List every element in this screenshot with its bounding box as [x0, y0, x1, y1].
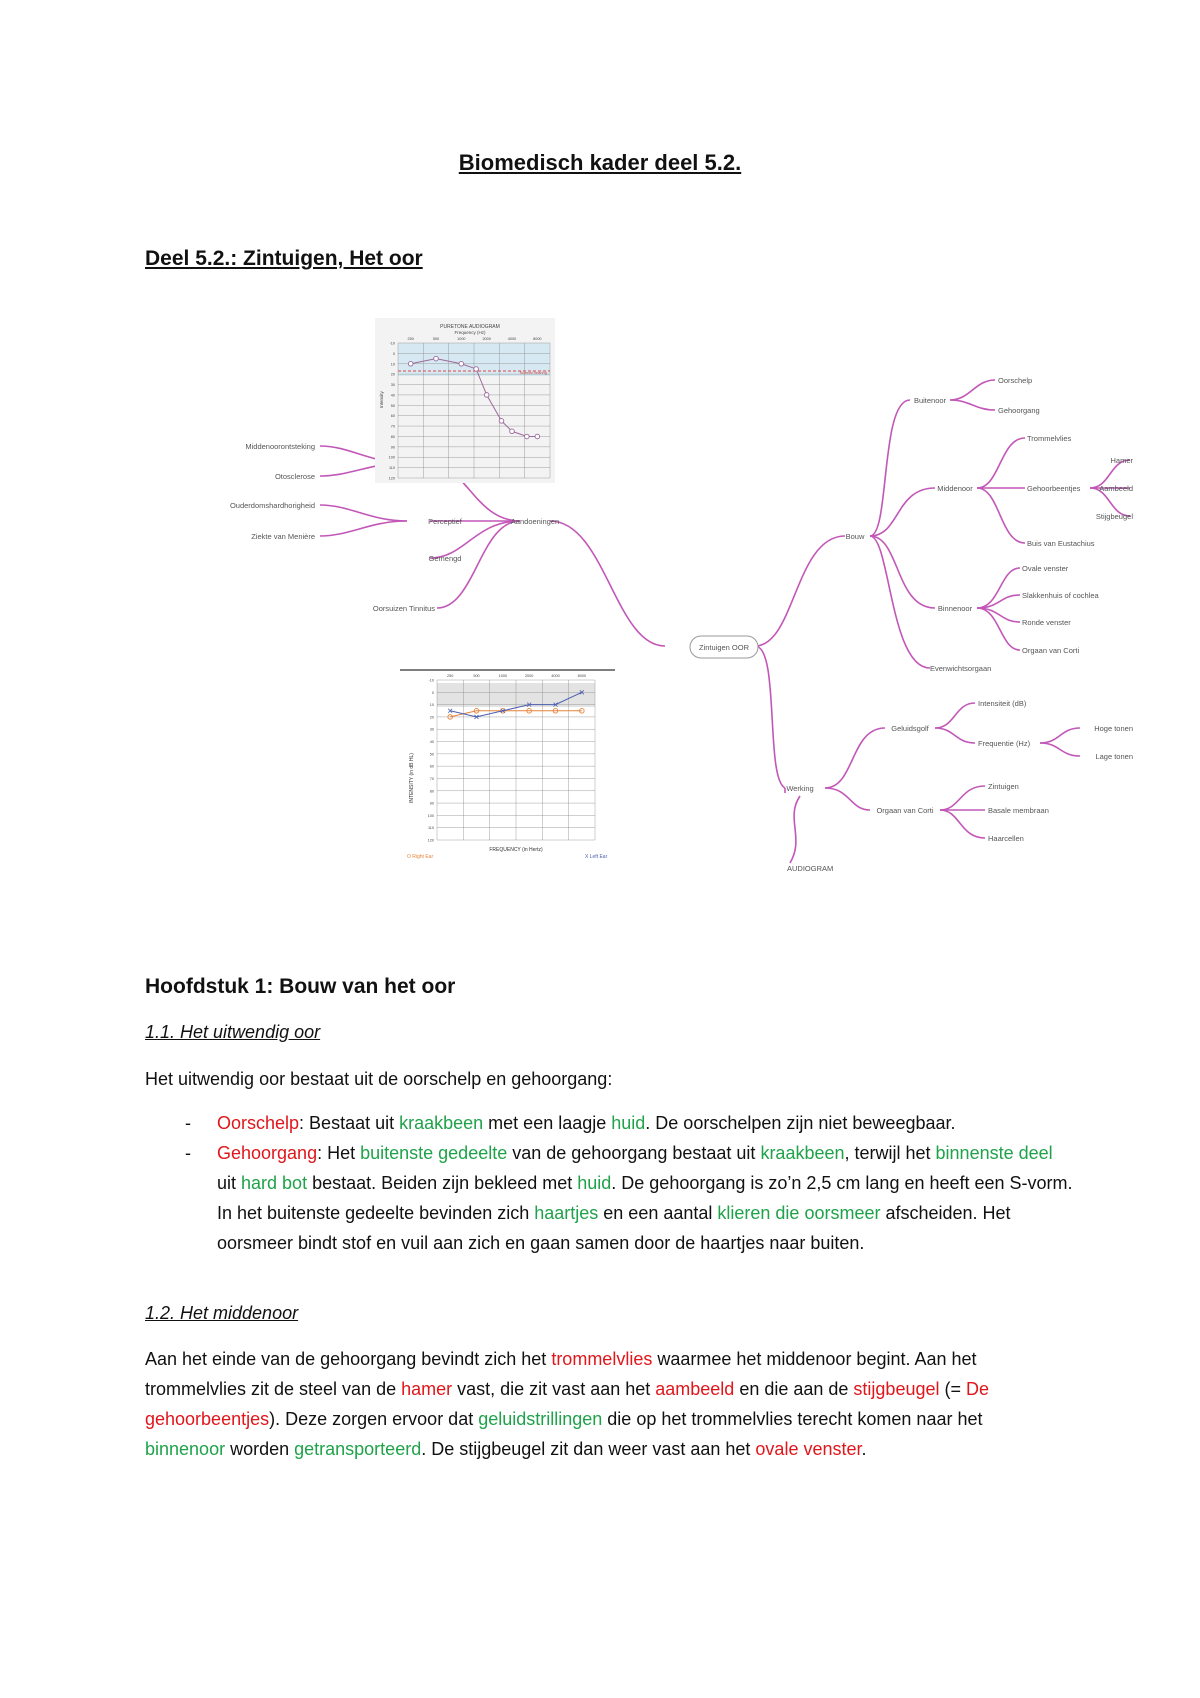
connector	[825, 728, 885, 788]
list-dash: -	[185, 1143, 191, 1163]
term-highlight: ovale venster	[755, 1439, 862, 1459]
y-tick-label: 0	[431, 690, 434, 695]
y-tick-label: 100	[388, 455, 395, 460]
y-tick-label: 50	[429, 752, 434, 757]
text-run: : Bestaat uit	[299, 1113, 400, 1133]
term-highlight: hamer	[401, 1379, 453, 1399]
text-run: .	[861, 1439, 867, 1459]
data-point	[525, 434, 530, 439]
connector	[825, 788, 870, 810]
node-perceptief: Perceptief	[428, 517, 462, 526]
y-tick-label: 70	[390, 424, 395, 429]
node-otosclerose: Otosclerose	[274, 472, 315, 481]
text-run: en die aan de	[734, 1379, 854, 1399]
data-point	[474, 367, 479, 372]
text-run: vast, die zit vast aan het	[452, 1379, 656, 1399]
x-tick-label: 8000	[577, 674, 587, 678]
mindmap-figure	[145, 318, 1135, 918]
node-geluidsgolf: Geluidsgolf	[891, 724, 929, 733]
y-tick-label: 90	[390, 445, 395, 450]
data-point	[510, 429, 515, 434]
y-tick-label: 40	[390, 393, 395, 398]
text-run: . De gehoorgang is zo’n 2,5 cm lang en heeft een S-vorm. In het buitenste gedeelte bevinden zich	[217, 1173, 1073, 1223]
node-oorschelp: Oorschelp	[998, 376, 1033, 385]
node-frequentie: Frequentie (Hz)	[978, 739, 1031, 748]
x-tick-label: 2000	[524, 674, 534, 678]
connector	[950, 380, 995, 400]
x-tick-label: 2000	[482, 337, 491, 341]
text-run: bestaat. Beiden zijn bekleed met	[307, 1173, 578, 1193]
y-tick-label: -10	[389, 341, 395, 346]
node-tinnitus: Oorsuizen Tinnitus	[372, 604, 435, 613]
node-ouderdomshardhorigheid: Ouderdomshardhorigheid	[229, 501, 315, 510]
subsection-title-1-2: 1.2. Het middenoor	[145, 1303, 299, 1323]
term-highlight: huid	[577, 1173, 612, 1193]
connector	[755, 646, 785, 788]
term-highlight: getransporteerd	[294, 1439, 422, 1459]
node-intensiteit: Intensiteit (dB)	[978, 699, 1027, 708]
x-tick-label: 1000	[498, 674, 508, 678]
text-run: afscheiden. Het oorsmeer bindt stof en vuil aan zich en gaan samen door de haartjes naar buiten.	[217, 1203, 1011, 1253]
text-run: worden	[225, 1439, 295, 1459]
y-tick-label: 120	[427, 838, 434, 843]
term-highlight: kraakbeen	[760, 1143, 845, 1163]
connector	[940, 810, 985, 838]
data-point	[459, 361, 464, 366]
text-run: en een aantal	[598, 1203, 718, 1223]
node-ovale-venster: Ovale venster	[1022, 564, 1069, 573]
y-tick-label: 10	[429, 703, 434, 708]
term-highlight: buitenste gedeelte	[360, 1143, 508, 1163]
y-tick-label: 90	[429, 801, 434, 806]
y-tick-label: 10	[390, 362, 395, 367]
x-tick-label: 8000	[533, 337, 542, 341]
connector	[940, 786, 985, 810]
subsection-title-1-1: 1.1. Het uitwendig oor	[145, 1022, 321, 1042]
node-hoge-tonen: Hoge tonen	[1094, 724, 1133, 733]
y-tick-label: 70	[429, 776, 434, 781]
node-gehoorgang: Gehoorgang	[998, 406, 1040, 415]
node-middenoorontsteking: Middenoorontsteking	[245, 442, 315, 451]
paragraph-uitwendig-intro: Het uitwendig oor bestaat uit de oorschelp en gehoorgang:	[145, 1069, 613, 1089]
node-orgaan-corti: Orgaan van Corti	[876, 806, 934, 815]
y-tick-label: 120	[388, 476, 395, 481]
data-point	[499, 419, 504, 424]
node-basale-membraan: Basale membraan	[988, 806, 1049, 815]
term-highlight: klieren die oorsmeer	[717, 1203, 881, 1223]
node-haarcellen: Haarcellen	[988, 834, 1024, 843]
section-title: Deel 5.2.: Zintuigen, Het oor	[145, 247, 423, 270]
connector	[1040, 728, 1080, 743]
term-highlight: haartjes	[534, 1203, 599, 1223]
node-eustachius: Buis van Eustachius	[1027, 539, 1095, 548]
text-run: . De stijgbeugel zit dan weer vast aan het	[421, 1439, 756, 1459]
text-run: (=	[939, 1379, 966, 1399]
connector	[1040, 743, 1080, 756]
term-highlight: binnenste deel	[935, 1143, 1053, 1163]
term-highlight: Oorschelp	[217, 1113, 300, 1133]
y-tick-label: 50	[390, 403, 395, 408]
list-item	[145, 1138, 1075, 1258]
y-tick-label: 60	[429, 764, 434, 769]
intensity-audiogram-chart	[400, 670, 615, 860]
term-highlight: stijgbeugel	[853, 1379, 940, 1399]
chart1-ylabel: Intensity	[379, 391, 384, 408]
node-werking: Werking	[786, 784, 814, 793]
text-run: met een laagje	[483, 1113, 612, 1133]
list-dash: -	[185, 1113, 191, 1133]
node-trommelvlies: Trommelvlies	[1027, 434, 1072, 443]
node-ronde-venster: Ronde venster	[1022, 618, 1071, 627]
y-tick-label: -10	[428, 678, 434, 683]
text-run: Aan het einde van de gehoorgang bevindt zich het	[145, 1349, 552, 1369]
puretone-audiogram-chart	[375, 318, 555, 483]
connector	[755, 536, 845, 646]
chart2-ylabel: INTENSITY (in dB HL)	[409, 753, 415, 803]
data-point	[408, 361, 413, 366]
node-lage-tonen: Lage tonen	[1095, 752, 1133, 761]
connector	[950, 400, 995, 410]
node-middenoor: Middenoor	[937, 484, 973, 493]
node-binnenoor: Binnenoor	[937, 604, 973, 613]
node-zintuigen: Zintuigen	[988, 782, 1019, 791]
chart1-annotation: Normal hearing	[519, 370, 547, 375]
connector	[977, 488, 1025, 543]
x-tick-label: 250	[407, 337, 414, 341]
y-tick-label: 60	[390, 414, 395, 419]
node-meniere: Ziekte van Menière	[251, 532, 315, 541]
y-tick-label: 40	[429, 740, 434, 745]
connector	[935, 728, 975, 743]
node-hamer: Hamer	[1110, 456, 1133, 465]
chart1-title: PURETONE AUDIOGRAM	[440, 324, 500, 330]
node-stijgbeugel: Stijgbeugel	[1095, 512, 1133, 521]
node-aambeeld: Aambeeld	[1099, 484, 1133, 493]
data-point	[535, 434, 540, 439]
x-tick-label: 4000	[551, 674, 560, 678]
connector	[790, 796, 800, 863]
node-gemengd: Gemengd	[428, 554, 462, 563]
text-run: , terwijl het	[844, 1143, 936, 1163]
x-tick-label: 250	[446, 674, 454, 678]
y-tick-label: 30	[429, 727, 434, 732]
term-highlight: aambeeld	[655, 1379, 735, 1399]
paragraph-middenoor	[145, 1344, 1065, 1464]
term-highlight: trommelvlies	[551, 1349, 653, 1369]
x-tick-label: 1000	[457, 337, 466, 341]
chart2-legend-left: X Left Ear	[585, 854, 608, 860]
chart2-legend-right: O Right Ear	[407, 854, 434, 860]
text-run: uit	[217, 1173, 242, 1193]
node-bouw: Bouw	[845, 532, 865, 541]
y-tick-label: 80	[390, 434, 395, 439]
text-run: van de gehoorgang bestaat uit	[507, 1143, 761, 1163]
list-item	[145, 1108, 1075, 1138]
term-highlight: hard bot	[241, 1173, 308, 1193]
node-evenwichtsorgaan: Evenwichtsorgaan	[930, 664, 992, 673]
node-gehoorbeentjes: Gehoorbeentjes	[1027, 484, 1081, 493]
term-highlight: binnenoor	[145, 1439, 226, 1459]
center-node: Zintuigen OOR	[698, 643, 750, 652]
document-title: Biomedisch kader deel 5.2.	[458, 150, 742, 175]
connector	[870, 536, 930, 668]
connector	[977, 438, 1025, 488]
node-buitenoor: Buitenoor	[913, 396, 947, 405]
x-tick-label: 4000	[507, 337, 517, 341]
connector	[320, 505, 407, 521]
y-tick-label: 100	[427, 813, 434, 818]
node-audiogram: AUDIOGRAM	[787, 864, 834, 873]
text-run: : Het	[317, 1143, 361, 1163]
connector	[870, 400, 910, 536]
y-tick-label: 80	[429, 789, 434, 794]
x-tick-label: 500	[432, 337, 440, 341]
connector	[870, 488, 935, 536]
connector	[935, 703, 975, 728]
data-point	[484, 393, 489, 398]
chart1-background	[375, 318, 555, 483]
text-run: . De oorschelpen zijn niet beweegbaar.	[645, 1113, 956, 1133]
term-highlight: geluidstrillingen	[478, 1409, 603, 1429]
y-tick-label: 110	[427, 826, 434, 831]
bullet-list	[145, 1108, 1075, 1258]
data-point	[434, 356, 439, 361]
chart2-xlabel: FREQUENCY (in Hertz)	[489, 847, 543, 853]
text-run: die op het trommelvlies terecht komen naar het	[602, 1409, 983, 1429]
node-slakkenhuis: Slakkenhuis of cochlea	[1022, 591, 1099, 600]
y-tick-label: 30	[390, 383, 395, 388]
term-highlight: kraakbeen	[399, 1113, 484, 1133]
text-run: ). Deze zorgen ervoor dat	[269, 1409, 479, 1429]
node-orgaan-corti-bouw: Orgaan van Corti	[1022, 646, 1080, 655]
y-tick-label: 20	[390, 372, 395, 377]
term-highlight: Gehoorgang	[217, 1143, 318, 1163]
connector	[550, 521, 665, 646]
node-aandoeningen: Aandoeningen	[510, 517, 560, 526]
chapter-title: Hoofdstuk 1: Bouw van het oor	[145, 975, 456, 998]
term-highlight: De gehoorbeentjes	[145, 1379, 990, 1429]
y-tick-label: 20	[429, 715, 434, 720]
x-tick-label: 500	[473, 674, 480, 678]
y-tick-label: 0	[392, 351, 395, 356]
chart1-subtitle: Frequency (Hz)	[454, 330, 486, 335]
text-run: waarmee het middenoor begint. Aan het trommelvlies zit de steel van de	[145, 1349, 977, 1399]
connector	[320, 521, 407, 536]
term-highlight: huid	[611, 1113, 646, 1133]
y-tick-label: 110	[388, 466, 395, 471]
connector	[430, 521, 520, 558]
